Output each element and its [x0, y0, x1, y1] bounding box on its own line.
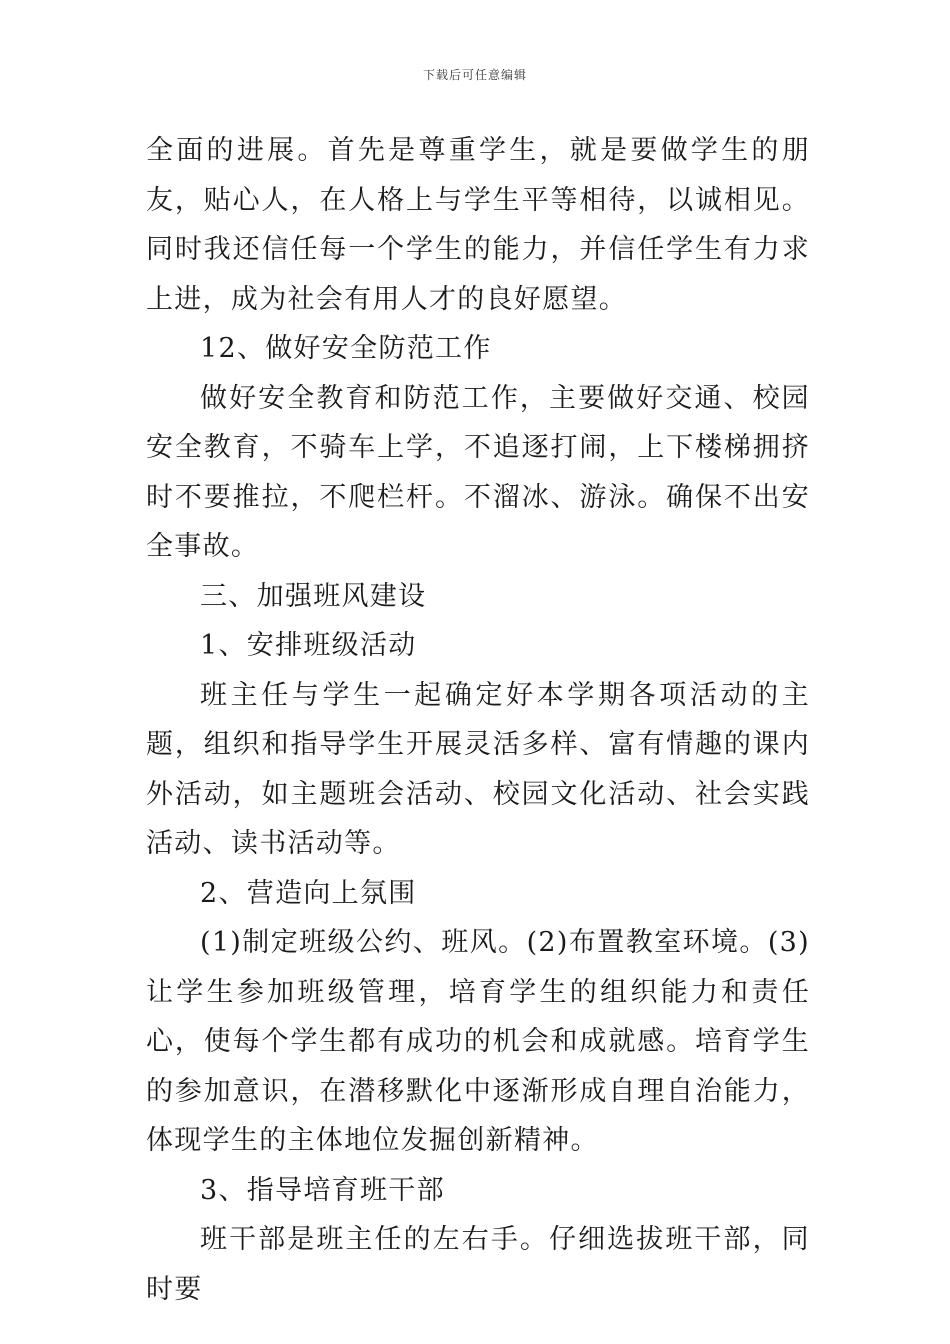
section-heading-class-culture: 三、加强班风建设 — [200, 580, 427, 612]
paragraph-positive-atmosphere: (1)制定班级公约、班风。(2)布置教室环境。(3)让学生参加班级管理，培育学生的组织能力和责任心，使每个学生都有成功的机会和成就感。培育学生的参加意识，在潜移默化中逐渐形成自理自治能力，体现学生的主体地位发掘创新精神。 — [146, 927, 810, 1156]
heading-class-activities: 1、安排班级活动 — [200, 630, 417, 661]
heading-class-cadres: 3、指导培育班干部 — [200, 1174, 445, 1206]
paragraph-class-cadres: 班干部是班主任的左右手。仔细选拔班干部，同时要 — [146, 1224, 810, 1305]
page-header-note: 下载后可任意编辑 — [422, 68, 527, 82]
document-body — [146, 126, 810, 1314]
paragraph-class-activities: 班主任与学生一起确定好本学期各项活动的主题，组织和指导学生开展灵活多样、富有情趣的课内外活动，如主题班会活动、校园文化活动、社会实践活动、读书活动等。 — [146, 679, 810, 859]
paragraph-safety-education: 做好安全教育和防范工作，主要做好交通、校园安全教育，不骑车上学，不追逐打闹，上下楼梯拥挤时不要推拉，不爬栏杆。不溜冰、游泳。确保不出安全事故。 — [146, 382, 810, 562]
heading-positive-atmosphere: 2、营造向上氛围 — [200, 877, 417, 909]
heading-safety-work: 12、做好安全防范工作 — [200, 333, 492, 364]
paragraph-continuation: 全面的进展。首先是尊重学生，就是要做学生的朋友，贴心人，在人格上与学生平等相待，以诚相见。同时我还信任每一个学生的能力，并信任学生有力求上进，成为社会有用人才的良好愿望。 — [146, 135, 810, 315]
